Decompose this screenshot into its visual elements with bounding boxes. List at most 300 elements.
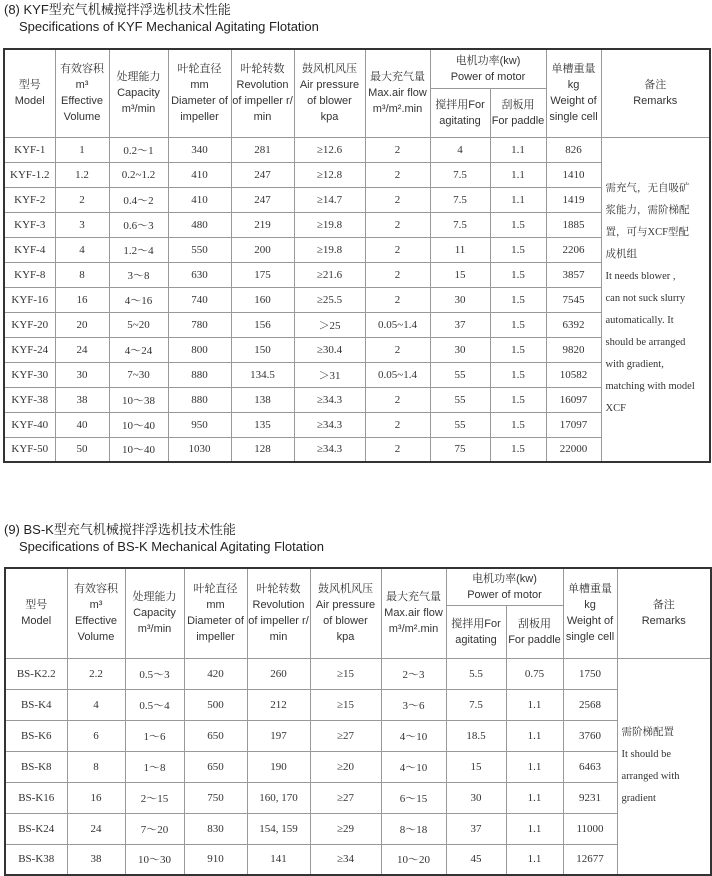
header-line: 搅拌用For [451, 617, 501, 630]
table-cell: 141 [247, 844, 310, 875]
header-line: 刮板用 [501, 98, 535, 111]
table-cell: 1.1 [506, 720, 563, 751]
header-revolution [247, 568, 310, 658]
table-cell: 1.5 [490, 262, 546, 287]
table-cell: 175 [231, 262, 294, 287]
table-cell: 37 [430, 312, 490, 337]
table-cell: 200 [231, 237, 294, 262]
table-cell: 2 [365, 287, 430, 312]
table-cell: 2206 [546, 237, 601, 262]
header-line: 型号 [25, 599, 48, 612]
table-cell: KYF-50 [4, 437, 55, 462]
table-cell: 260 [247, 658, 310, 689]
table-cell: BS-K16 [5, 782, 67, 813]
table-cell: 160, 170 [247, 782, 310, 813]
table-cell: KYF-2 [4, 187, 55, 212]
header-line: 鼓风机风压 [318, 583, 373, 596]
table-cell: 880 [168, 362, 231, 387]
table-cell: 826 [546, 137, 601, 162]
table-cell: ≥34.3 [294, 387, 365, 412]
table-cell: 138 [231, 387, 294, 412]
table-cell: 6463 [563, 751, 617, 782]
header-weight [546, 49, 601, 137]
table-cell: 7~30 [109, 362, 168, 387]
table-cell: 5.5 [446, 658, 506, 689]
header-line: of blower [323, 615, 368, 628]
table-cell: 281 [231, 137, 294, 162]
table-cell: 2 [365, 437, 430, 462]
table-cell: KYF-3 [4, 212, 55, 237]
header-airflow [365, 49, 430, 137]
header-line: Diameter of [171, 95, 228, 108]
header-paddle [490, 88, 546, 137]
table-row [5, 720, 711, 751]
table-cell: 24 [67, 813, 125, 844]
table-cell: ≥19.8 [294, 212, 365, 237]
header-volume [67, 568, 125, 658]
table-cell: 8～18 [381, 813, 446, 844]
table-cell: 30 [55, 362, 109, 387]
table-cell: ≥20 [310, 751, 381, 782]
header-line: For paddle [508, 633, 561, 646]
table-cell: 1.5 [490, 437, 546, 462]
header-line: m³ [75, 79, 89, 92]
table-cell: 150 [231, 337, 294, 362]
remarks-line: automatically. It [605, 315, 674, 327]
remarks-line: 需充气，无自吸矿 [605, 183, 690, 195]
table-cell: 2 [365, 212, 430, 237]
header-line: Capacity [117, 87, 160, 100]
table-row [5, 689, 711, 720]
table-cell: 0.2~1.2 [109, 162, 168, 187]
table-cell: ≥19.8 [294, 237, 365, 262]
table-cell: BS-K38 [5, 844, 67, 875]
header-model [4, 49, 55, 137]
header-line: of blower [307, 95, 352, 108]
header-pressure [310, 568, 381, 658]
table-cell: 3～8 [109, 262, 168, 287]
table-cell: 20 [55, 312, 109, 337]
table-cell: 45 [446, 844, 506, 875]
table-cell: 7545 [546, 287, 601, 312]
header-line: impeller [196, 631, 235, 644]
table-cell: 1.5 [490, 337, 546, 362]
table-cell: 5~20 [109, 312, 168, 337]
header-line: Power of motor [467, 588, 542, 601]
table-cell: 1.2～4 [109, 237, 168, 262]
table-cell: 6392 [546, 312, 601, 337]
header-line: 电机功率(kw) [455, 54, 521, 67]
table-row [5, 782, 711, 813]
table-cell: ≥34.3 [294, 412, 365, 437]
header-line: mm [190, 79, 209, 92]
remarks-line: It needs blower , [605, 271, 676, 283]
header-line: kg [567, 79, 580, 92]
table-cell: ≥30.4 [294, 337, 365, 362]
table-cell: 15 [430, 262, 490, 287]
header-line: kpa [336, 631, 355, 644]
table-row [5, 844, 711, 875]
table-cell: KYF-16 [4, 287, 55, 312]
table-cell: 160 [231, 287, 294, 312]
table-cell: KYF-30 [4, 362, 55, 387]
header-line: agitating [439, 114, 481, 127]
table-cell: 0.5～3 [125, 658, 184, 689]
header-line: Max.air flow [368, 87, 427, 100]
header-line: of impeller r/ [248, 615, 309, 628]
table-row [4, 137, 710, 162]
table-cell: 8 [67, 751, 125, 782]
header-line: of impeller r/ [232, 95, 293, 108]
header-line: 有效容积 [74, 583, 118, 596]
table-cell: 1.1 [506, 782, 563, 813]
table-cell: 22000 [546, 437, 601, 462]
header-remarks [617, 568, 711, 658]
header-line: Effective [75, 615, 117, 628]
table-cell: 2 [365, 387, 430, 412]
table-cell: 2 [365, 262, 430, 287]
table-cell: 38 [55, 387, 109, 412]
table-cell: 1.5 [490, 412, 546, 437]
table-cell: 17097 [546, 412, 601, 437]
header-motor [446, 568, 563, 605]
table-cell: 2 [365, 162, 430, 187]
table-cell: 247 [231, 187, 294, 212]
table-cell: 1～6 [125, 720, 184, 751]
table-cell: 2 [365, 187, 430, 212]
table-cell: KYF-20 [4, 312, 55, 337]
table-cell: 7.5 [430, 212, 490, 237]
remarks-cell [601, 137, 710, 462]
header-line: kpa [320, 111, 339, 124]
table-cell: 16 [55, 287, 109, 312]
table-cell: 7.5 [446, 689, 506, 720]
table-cell: 4 [55, 237, 109, 262]
header-line: kg [584, 599, 596, 612]
header-weight [563, 568, 617, 658]
remarks-line: matching with model [605, 381, 695, 393]
table-cell: 4～24 [109, 337, 168, 362]
table2-title-en: Specifications of BS-K Mechanical Agitating Flotation [19, 539, 324, 554]
table-cell: 10582 [546, 362, 601, 387]
table-cell: 8 [55, 262, 109, 287]
header-volume [55, 49, 109, 137]
header-line: impeller [180, 111, 219, 124]
table-cell: ≥14.7 [294, 187, 365, 212]
table-cell: 30 [430, 337, 490, 362]
table-cell: 340 [168, 137, 231, 162]
remarks-cell [617, 658, 711, 875]
table-cell: 0.05~1.4 [365, 362, 430, 387]
header-line: mm [206, 599, 225, 612]
remarks-line: XCF [605, 403, 626, 415]
table-cell: 1885 [546, 212, 601, 237]
header-line: 刮板用 [518, 617, 551, 630]
table-cell: 16 [67, 782, 125, 813]
table1-title [4, 1, 319, 35]
table-cell: 9820 [546, 337, 601, 362]
table-cell: 950 [168, 412, 231, 437]
header-line: Diameter of [187, 615, 244, 628]
header-line: 最大充气量 [370, 71, 425, 84]
table-cell: 4～10 [381, 751, 446, 782]
table-cell: 1～8 [125, 751, 184, 782]
table-cell: 0.75 [506, 658, 563, 689]
table-cell: 4 [67, 689, 125, 720]
header-line: Weight of [550, 95, 597, 108]
table-cell: 154, 159 [247, 813, 310, 844]
table-cell: ≥15 [310, 658, 381, 689]
header-line: 电机功率(kw) [472, 572, 537, 585]
header-line: Model [21, 615, 52, 628]
table-cell: 0.5～4 [125, 689, 184, 720]
header-line: m³/min [137, 623, 172, 636]
header-line: single cell [549, 111, 598, 124]
table-cell: 6～15 [381, 782, 446, 813]
table-cell: 630 [168, 262, 231, 287]
remarks-line: 浆能力，需阶梯配 [605, 205, 690, 217]
header-line: Revolution [236, 79, 289, 92]
table-cell: 75 [430, 437, 490, 462]
table-cell: 2～15 [125, 782, 184, 813]
table-cell: BS-K6 [5, 720, 67, 751]
header-paddle [506, 605, 563, 658]
header-line: 鼓风机风压 [302, 63, 357, 76]
table-cell: 410 [168, 187, 231, 212]
table-cell: KYF-4 [4, 237, 55, 262]
header-line: 有效容积 [60, 63, 104, 76]
header-line: Model [14, 95, 45, 108]
table-cell: 1.1 [506, 751, 563, 782]
table-cell: BS-K8 [5, 751, 67, 782]
table-cell: 740 [168, 287, 231, 312]
table-cell: 4～10 [381, 720, 446, 751]
table-cell: 128 [231, 437, 294, 462]
header-motor [430, 49, 546, 88]
table-cell: 15 [446, 751, 506, 782]
table-cell: 10～40 [109, 412, 168, 437]
table-cell: 3 [55, 212, 109, 237]
header-line: m³/m².min [388, 623, 439, 636]
table-row [5, 813, 711, 844]
table-cell: 1.2 [55, 162, 109, 187]
table-cell: 2 [365, 337, 430, 362]
table-cell: 30 [446, 782, 506, 813]
table-cell: 7.5 [430, 187, 490, 212]
table-cell: 1.5 [490, 312, 546, 337]
header-line: m³/min [121, 103, 156, 116]
table-cell: 480 [168, 212, 231, 237]
table-cell: 24 [55, 337, 109, 362]
header-line: m³ [89, 599, 103, 612]
header-line: 最大充气量 [386, 591, 441, 604]
table1-title-cn: (8) KYF型充气机械搅拌浮选机技术性能 [4, 2, 231, 17]
header-capacity [109, 49, 168, 137]
header-line: 叶轮转数 [240, 63, 285, 76]
table-cell: 2 [365, 412, 430, 437]
table-cell: 910 [184, 844, 247, 875]
table-cell: 2 [365, 237, 430, 262]
table-cell: 2.2 [67, 658, 125, 689]
table-cell: 650 [184, 751, 247, 782]
header-capacity [125, 568, 184, 658]
table-cell: KYF-38 [4, 387, 55, 412]
header-agitating [430, 88, 490, 137]
table-cell: 7～20 [125, 813, 184, 844]
table-cell: 1.5 [490, 237, 546, 262]
table-cell: 219 [231, 212, 294, 237]
table-cell: ≥29 [310, 813, 381, 844]
header-diameter [184, 568, 247, 658]
header-line: 搅拌用For [435, 98, 485, 111]
table-cell: 1.1 [490, 137, 546, 162]
table-cell: 212 [247, 689, 310, 720]
header-line: min [253, 111, 272, 124]
header-line: Volume [63, 111, 101, 124]
table-cell: 30 [430, 287, 490, 312]
header-line: single cell [565, 631, 615, 644]
table-cell: 1030 [168, 437, 231, 462]
kyf-spec-table [3, 48, 711, 463]
table-cell: 156 [231, 312, 294, 337]
header-line: Max.air flow [384, 607, 443, 620]
table-cell: 4 [430, 137, 490, 162]
table-cell: 750 [184, 782, 247, 813]
remarks-line: arranged with [621, 771, 680, 783]
table-cell: 10～40 [109, 437, 168, 462]
header-airflow [381, 568, 446, 658]
table-cell: 0.05~1.4 [365, 312, 430, 337]
table-cell: 3～6 [381, 689, 446, 720]
table-cell: ≥34.3 [294, 437, 365, 462]
remarks-line: 需阶梯配置 [621, 727, 674, 739]
table-cell: KYF-1 [4, 137, 55, 162]
header-line: 型号 [18, 79, 41, 92]
header-line: Volume [77, 631, 115, 644]
table-cell: 1.5 [490, 387, 546, 412]
table-cell: 3857 [546, 262, 601, 287]
table-cell: 500 [184, 689, 247, 720]
table-cell: ≥27 [310, 782, 381, 813]
table-cell: 1410 [546, 162, 601, 187]
table-cell: ≥27 [310, 720, 381, 751]
table2-title-cn: (9) BS-K型充气机械搅拌浮选机技术性能 [4, 522, 236, 537]
table-cell: 0.4～2 [109, 187, 168, 212]
table-cell: ≥12.8 [294, 162, 365, 187]
header-model [5, 568, 67, 658]
table-cell: 830 [184, 813, 247, 844]
header-pressure [294, 49, 365, 137]
table-cell: 2568 [563, 689, 617, 720]
remarks-line: can not suck slurry [605, 293, 686, 305]
table1-title-en: Specifications of KYF Mechanical Agitating Flotation [19, 19, 319, 34]
table-cell: 10～38 [109, 387, 168, 412]
table-cell: 1750 [563, 658, 617, 689]
table2-title [4, 521, 324, 555]
header-revolution [231, 49, 294, 137]
table-cell: 9231 [563, 782, 617, 813]
table-cell: 2 [365, 137, 430, 162]
table-cell: KYF-24 [4, 337, 55, 362]
header-line: m³/m².min [372, 103, 423, 116]
table-cell: 40 [55, 412, 109, 437]
header-line: agitating [455, 633, 497, 646]
header-line: 处理能力 [132, 591, 177, 604]
table-cell: 55 [430, 362, 490, 387]
table-cell: 1.1 [506, 813, 563, 844]
table-row [5, 751, 711, 782]
remarks-line: with gradient, [605, 359, 664, 371]
header-line: 备注 [644, 79, 667, 92]
table-cell: 550 [168, 237, 231, 262]
header-line: Air pressure [315, 599, 376, 612]
header-line: Remarks [641, 615, 686, 628]
table-cell: 55 [430, 387, 490, 412]
header-line: 单槽重量 [551, 63, 596, 76]
table-cell: 0.6～3 [109, 212, 168, 237]
remarks-line: gradient [621, 793, 656, 805]
header-line: min [269, 631, 288, 644]
table-cell: 1.5 [490, 212, 546, 237]
header-diameter [168, 49, 231, 137]
table-cell: 10～30 [125, 844, 184, 875]
table-cell: ≥15 [310, 689, 381, 720]
table-cell: BS-K4 [5, 689, 67, 720]
table-cell: 880 [168, 387, 231, 412]
table-cell: 780 [168, 312, 231, 337]
table-cell: 7.5 [430, 162, 490, 187]
header-line: Air pressure [299, 79, 360, 92]
table-cell: 197 [247, 720, 310, 751]
table-cell: 6 [67, 720, 125, 751]
table-cell: KYF-1.2 [4, 162, 55, 187]
table-cell: 16097 [546, 387, 601, 412]
table-cell: 135 [231, 412, 294, 437]
table-cell: 1.5 [490, 287, 546, 312]
table-cell: 2～3 [381, 658, 446, 689]
table-cell: 134.5 [231, 362, 294, 387]
table-cell: 11 [430, 237, 490, 262]
table-cell: ＞25 [294, 312, 365, 337]
header-line: 单槽重量 [568, 583, 612, 596]
header-line: Remarks [633, 95, 678, 108]
table-cell: BS-K2.2 [5, 658, 67, 689]
table-cell: 1.1 [506, 689, 563, 720]
table-cell: 38 [67, 844, 125, 875]
table-cell: 0.2～1 [109, 137, 168, 162]
table-cell: 410 [168, 162, 231, 187]
table-cell: 190 [247, 751, 310, 782]
table-cell: 1.1 [506, 844, 563, 875]
table-row [5, 658, 711, 689]
table-cell: ≥12.6 [294, 137, 365, 162]
table-cell: 1.1 [490, 187, 546, 212]
remarks-line: should be arranged [605, 337, 686, 349]
table-cell: ≥34 [310, 844, 381, 875]
table-cell: 12677 [563, 844, 617, 875]
header-line: Capacity [133, 607, 176, 620]
table-cell: 1419 [546, 187, 601, 212]
table-cell: 55 [430, 412, 490, 437]
table-cell: 1.1 [490, 162, 546, 187]
header-line: 叶轮直径 [193, 583, 238, 596]
header-line: For paddle [491, 114, 545, 127]
table-cell: 650 [184, 720, 247, 751]
table-cell: BS-K24 [5, 813, 67, 844]
header-line: Revolution [252, 599, 305, 612]
table-cell: 4～16 [109, 287, 168, 312]
header-line: 叶轮直径 [177, 63, 222, 76]
